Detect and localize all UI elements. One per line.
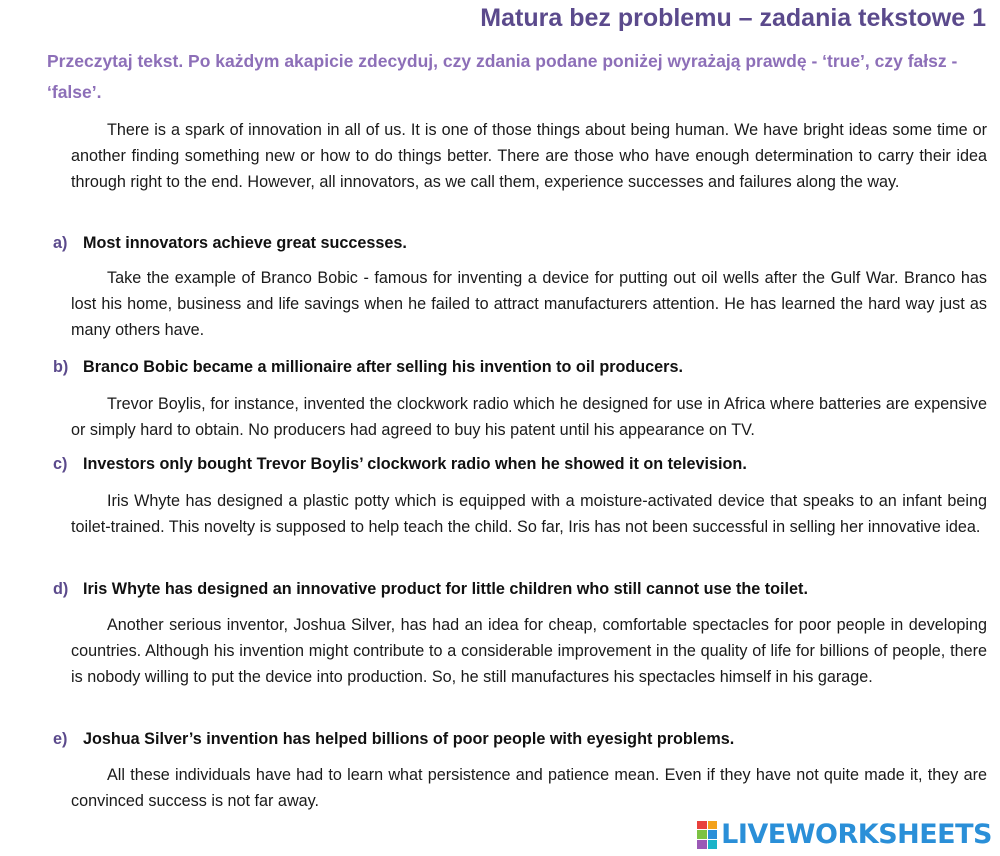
statement-letter: e)	[53, 730, 68, 748]
paragraph-joshua: Another serious inventor, Joshua Silver, has had an idea for cheap, comfortable spectacles for poor people in developing countries. Although his invention might contribute to a considerable improvement in the quality of life for billions of people, there is nobody willing to put the device into production. So, he still manufactures his spectacles himself in his garage.	[71, 616, 987, 686]
statement-text: Investors only bought Trevor Boylis’ clockwork radio when he showed it on television.	[83, 455, 747, 473]
page-title: Matura bez problemu – zadania tekstowe 1	[480, 4, 986, 32]
statement-b	[53, 356, 988, 378]
paragraph-intro: There is a spark of innovation in all of us. It is one of those things about being human. We have bright ideas some time or another finding something new or how to do things better. There are those who have enough determination to carry their idea through right to the end. However, all innovators, as we call them, experience successes and failures along the way.	[71, 121, 987, 191]
statement-text: Iris Whyte has designed an innovative product for little children who still cannot use the toilet.	[83, 580, 808, 598]
statement-a	[53, 232, 988, 254]
paragraph-branco: Take the example of Branco Bobic - famous for inventing a device for putting out oil wells after the Gulf War. Branco has lost his home, business and life savings when he failed to attract manufacturers attention. He has learned the hard way just as many others have.	[71, 269, 987, 339]
instruction-text: Przeczytaj tekst. Po każdym akapicie zdecyduj, czy zdania podane poniżej wyrażają prawdę - ‘true’, czy fałsz - ‘false’.	[47, 51, 958, 102]
liveworksheets-logo-icon	[697, 821, 717, 849]
logo-text: LIVEWORKSHEETS	[721, 819, 992, 850]
statement-c	[53, 453, 988, 475]
paragraph-trevor: Trevor Boylis, for instance, invented the clockwork radio which he designed for use in Africa where batteries are expensive or simply hard to obtain. No producers had agreed to buy his patent until his appearance on TV.	[71, 395, 987, 439]
liveworksheets-logo	[697, 819, 992, 850]
statement-text: Joshua Silver’s invention has helped billions of poor people with eyesight problems.	[83, 730, 735, 748]
statement-text: Most innovators achieve great successes.	[83, 234, 407, 252]
statement-letter: b)	[53, 358, 69, 376]
paragraph-conclusion: All these individuals have had to learn what persistence and patience mean. Even if they have not quite made it, they are convinced success is not far away.	[71, 766, 987, 810]
statement-letter: d)	[53, 580, 69, 598]
statement-e	[53, 728, 988, 750]
paragraph-iris: Iris Whyte has designed a plastic potty which is equipped with a moisture-activated device that speaks to an infant being toilet-trained. This novelty is supposed to help teach the child. So far, Iris has not been successful in selling her innovative idea.	[71, 492, 987, 536]
statement-text: Branco Bobic became a millionaire after selling his invention to oil producers.	[83, 358, 683, 376]
statement-d	[53, 578, 988, 600]
statement-letter: a)	[53, 234, 68, 252]
statement-letter: c)	[53, 455, 68, 473]
